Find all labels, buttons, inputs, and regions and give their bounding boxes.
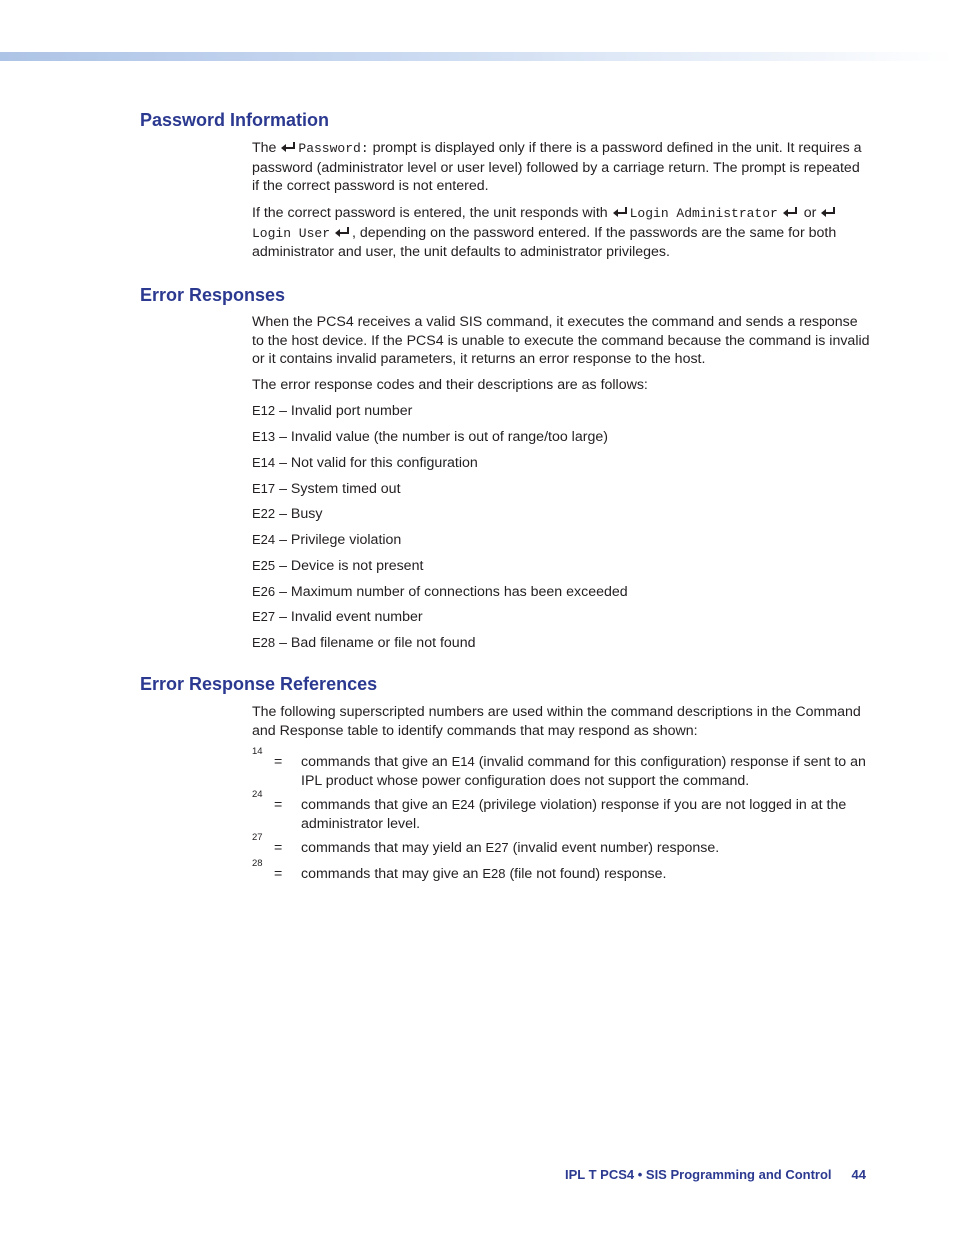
- login-user-code: Login User: [252, 225, 331, 241]
- error-description: – Privilege violation: [275, 532, 402, 548]
- error-code-item: [252, 531, 401, 549]
- error-code: E17: [252, 481, 276, 496]
- header-banner: [0, 52, 954, 61]
- reference-superscript: 24: [252, 789, 263, 800]
- error-description: – Not valid for this configuration: [275, 455, 478, 471]
- reference-pre: commands that give an: [301, 754, 452, 770]
- password-p2-or: or: [799, 205, 817, 221]
- reference-post: (invalid command for this configuration) response if sent to an IPL product whose power configuration does not support the command.: [301, 754, 866, 789]
- password-p2-rest: , depending on the password entered. If the passwords are the same for both administrator and user, the unit defaults to administrator privileges.: [252, 224, 837, 261]
- error-description: – Device is not present: [275, 558, 424, 574]
- reference-text: [301, 795, 871, 834]
- reference-code: E14: [451, 754, 475, 769]
- reference-superscript: 28: [252, 858, 263, 869]
- carriage-return-icon: [334, 226, 351, 238]
- reference-post: (invalid event number) response.: [508, 840, 720, 856]
- reference-equals: =: [274, 797, 283, 813]
- errors-paragraph-2: The error response codes and their descriptions are as follows:: [252, 377, 648, 393]
- error-code: E12: [252, 403, 276, 418]
- heading-error-response-references: Error Response References: [140, 674, 378, 694]
- references-paragraph: The following superscripted numbers are used within the command descriptions in the Command and Response table to identify commands that may respond as shown:: [252, 704, 861, 739]
- reference-post: (privilege violation) response if you are not logged in at the administrator level.: [301, 797, 847, 832]
- reference-superscript: 14: [252, 746, 263, 757]
- error-description: – Busy: [275, 506, 323, 522]
- reference-pre: commands that give an: [301, 797, 452, 813]
- reference-code: E27: [485, 840, 509, 855]
- password-paragraph-1: [252, 139, 870, 196]
- heading-password-information: Password Information: [140, 110, 330, 130]
- error-description: – Invalid value (the number is out of range/too large): [275, 429, 608, 445]
- password-p1-rest: prompt is displayed only if there is a password defined in the unit. It requires a password (administrator level or user level) followed by a carriage return. The prompt is repeated if the correct password is not entered.: [252, 140, 862, 195]
- error-code-item: [252, 454, 478, 472]
- password-prompt-code: Password:: [298, 141, 369, 156]
- reference-equals: =: [274, 754, 283, 770]
- error-code: E14: [252, 455, 276, 470]
- error-code-item: [252, 557, 423, 575]
- carriage-return-icon: [612, 206, 629, 218]
- error-code-item: [252, 583, 628, 601]
- error-code: E13: [252, 429, 276, 444]
- reference-post: (file not found) response.: [505, 866, 667, 882]
- login-administrator-code: Login Administrator: [629, 206, 778, 221]
- error-code: E27: [252, 609, 276, 624]
- password-p1-the: The: [252, 140, 277, 156]
- reference-text: [301, 752, 871, 791]
- error-code: E25: [252, 558, 276, 573]
- heading-error-responses: Error Responses: [140, 285, 286, 305]
- reference-text: [301, 864, 871, 884]
- carriage-return-icon: [820, 206, 837, 218]
- reference-code: E24: [451, 797, 475, 812]
- errors-paragraph-1: When the PCS4 receives a valid SIS command, it executes the command and sends a response to the host device. If the PCS4 is unable to execute the command because the command is invalid or it contains invalid parameters, it returns an error response to the host.: [252, 314, 870, 368]
- carriage-return-icon: [280, 141, 297, 153]
- error-description: – Maximum number of connections has been exceeded: [275, 584, 628, 600]
- error-description: – Invalid event number: [275, 609, 423, 625]
- error-code: E26: [252, 584, 276, 599]
- password-paragraph-2: [252, 204, 870, 262]
- footer-title: IPL T PCS4 • SIS Programming and Control: [565, 1167, 832, 1182]
- error-code: E22: [252, 506, 276, 521]
- reference-pre: commands that may give an: [301, 866, 483, 882]
- reference-text: [301, 838, 871, 858]
- reference-pre: commands that may yield an: [301, 840, 486, 856]
- error-code-item: [252, 608, 423, 626]
- error-description: – Invalid port number: [275, 403, 413, 419]
- error-code: E28: [252, 635, 276, 650]
- carriage-return-icon: [782, 206, 799, 218]
- password-p2-lead: If the correct password is entered, the unit responds with: [252, 205, 612, 221]
- error-description: – System timed out: [275, 481, 401, 497]
- reference-equals: =: [274, 866, 283, 882]
- page-footer: [565, 1167, 866, 1182]
- reference-superscript: 27: [252, 832, 263, 843]
- page-number: 44: [851, 1167, 866, 1182]
- error-code: E24: [252, 532, 276, 547]
- error-code-item: [252, 505, 322, 523]
- error-code-item: [252, 402, 412, 420]
- reference-code: E28: [482, 866, 506, 881]
- error-code-item: [252, 428, 608, 446]
- error-code-item: [252, 634, 475, 652]
- reference-equals: =: [274, 840, 283, 856]
- error-code-item: [252, 480, 401, 498]
- error-description: – Bad filename or file not found: [275, 635, 476, 651]
